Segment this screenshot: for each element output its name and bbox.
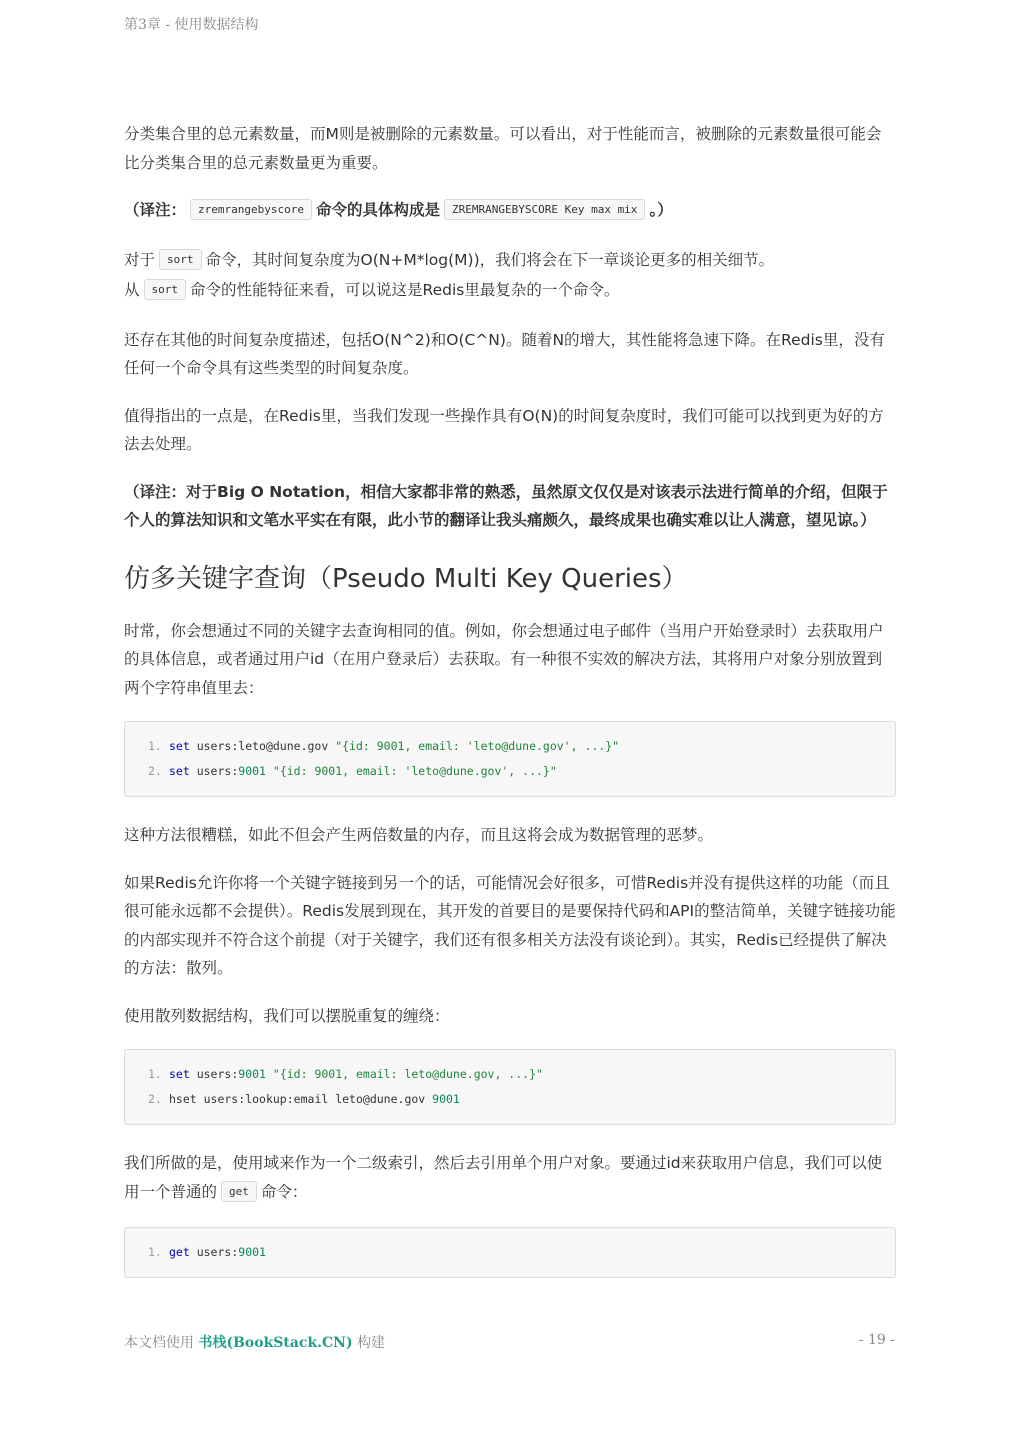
inline-code-sort: sort xyxy=(159,249,202,270)
code-separator: : xyxy=(286,1092,294,1106)
code-block-get-user xyxy=(124,1227,896,1278)
footer-suffix: 构建 xyxy=(357,1335,386,1351)
paragraph-sort-complexity xyxy=(124,246,896,307)
note-text: （译注： xyxy=(124,201,187,219)
code-text: users xyxy=(189,1245,232,1259)
code-keyword: set xyxy=(169,739,190,753)
translator-note-zremrangebyscore xyxy=(124,196,896,227)
paragraph-hash-solution: 使用散列数据结构，我们可以摆脱重复的缠绕： xyxy=(124,1006,450,1025)
code-separator: : xyxy=(238,1092,246,1106)
code-text: leto@dune.gov xyxy=(238,739,336,753)
code-string: "{id: 9001, email: 'leto@dune.gov', ...}" xyxy=(272,764,557,778)
inline-code-zremrangebyscore-syntax: ZREMRANGEBYSCORE Key max mix xyxy=(444,199,645,220)
code-line xyxy=(125,759,895,784)
code-text: users xyxy=(189,1067,232,1081)
page-number: - 19 - xyxy=(858,1332,895,1348)
code-line xyxy=(125,734,895,759)
line-number: 1. xyxy=(148,1245,162,1259)
code-text xyxy=(266,1067,273,1081)
code-keyword: set xyxy=(169,1067,190,1081)
code-separator: : xyxy=(231,739,239,753)
paragraph-bad-approach: 这种方法很糟糕，如此不但会产生两倍数量的内存，而且这将会成为数据管理的恶梦。 xyxy=(124,826,714,844)
code-keyword: set xyxy=(169,764,190,778)
code-string: "{id: 9001, email: leto@dune.gov, ...}" xyxy=(272,1067,543,1081)
code-string: "{id: 9001, email: 'leto@dune.gov', ...}" xyxy=(335,739,620,753)
inline-code-zremrangebyscore: zremrangebyscore xyxy=(190,199,312,220)
code-line xyxy=(125,1062,895,1087)
line-number: 2. xyxy=(148,764,162,778)
paragraph-on-complexity: 值得指出的一点是，在Redis里，当我们发现一些操作具有O(N)的时间复杂度时，我们可能可以找到更为好的方法去处理。 xyxy=(124,406,884,453)
translator-note-big-o: （译注：对于Big O Notation，相信大家都非常的熟悉，虽然原文仅仅是对该表示法进行简单的介绍，但限于个人的算法知识和文笔水平实在有限，此小节的翻译让我头痛颇久，最终成果也确实难以让人满意，望见谅。） xyxy=(124,482,888,529)
code-separator: : xyxy=(231,1245,239,1259)
code-separator: : xyxy=(231,764,239,778)
paragraph-key-linking: 如果Redis允许你将一个关键字链接到另一个的话，可能情况会好很多，可惜Redis并没有提供这样的功能（而且很可能永远都不会提供）。Redis发展到现在，其开发的首要目的是要保持代码和API的整洁简单，关键字链接功能的内部实现并不符合这个前提（对于关键字，我们还有很多相关方法没有谈论到）。其实，Redis已经提供了解决的方法：散列。 xyxy=(124,873,896,977)
footer-brand-link[interactable]: 书栈(BookStack.CN) xyxy=(198,1335,353,1351)
text-span: 命令： xyxy=(260,1182,308,1201)
code-text xyxy=(266,764,273,778)
line-number: 1. xyxy=(148,739,162,753)
code-separator: : xyxy=(231,1067,239,1081)
footer-prefix: 本文档使用 xyxy=(124,1335,194,1351)
page-content xyxy=(124,120,896,1302)
text-span: 从 xyxy=(124,281,140,299)
paragraph-multi-key-intro: 时常，你会想通过不同的关键字去查询相同的值。例如，你会想通过电子邮件（当用户开始登录时）去获取用户的具体信息，或者通过用户id（在用户登录后）去获取。有一种很不实效的解决方法，其将用户对象分别放置到两个字符串值里去： xyxy=(124,621,884,697)
code-text: lookup xyxy=(245,1092,287,1106)
code-text: email leto@dune.gov xyxy=(293,1092,433,1106)
code-line xyxy=(125,1240,895,1265)
note-text: 命令的具体构成是 xyxy=(315,201,440,219)
code-text: hset users xyxy=(169,1092,239,1106)
page-footer xyxy=(124,1332,895,1352)
text-span: 对于 xyxy=(124,250,156,269)
code-text: users xyxy=(189,764,232,778)
line-number: 2. xyxy=(148,1092,162,1106)
line-number: 1. xyxy=(148,1067,162,1081)
inline-code-get: get xyxy=(221,1181,257,1202)
code-number: 9001 xyxy=(238,764,266,778)
text-span: 命令，其时间复杂度为O(N+M*log(M))，我们将会在下一章谈论更多的相关细节。 xyxy=(205,250,775,269)
code-keyword: get xyxy=(169,1245,190,1259)
code-text: users xyxy=(189,739,232,753)
code-block-hash-lookup xyxy=(124,1049,896,1125)
code-line xyxy=(125,1087,895,1112)
code-number: 9001 xyxy=(432,1092,460,1106)
paragraph-complexity-intro: 分类集合里的总元素数量，而M则是被删除的元素数量。可以看出，对于性能而言，被删除的元素数量很可能会比分类集合里的总元素数量更为重要。 xyxy=(124,125,882,172)
code-number: 9001 xyxy=(238,1067,266,1081)
running-head: 第3章 - 使用数据结构 xyxy=(124,17,259,33)
text-span: 我们所做的是，使用域来作为一个二级索引，然后去引用单个用户对象。要通过id来获取用户信息，我们可以使用一个普通的 xyxy=(124,1154,883,1201)
text-span: 命令的性能特征来看，可以说这是Redis里最复杂的一个命令。 xyxy=(190,281,620,299)
paragraph-get-by-id xyxy=(124,1149,896,1208)
section-title: 仿多关键字查询（Pseudo Multi Key Queries） xyxy=(124,563,688,594)
note-text: 。） xyxy=(649,201,673,219)
code-block-string-values xyxy=(124,721,896,797)
paragraph-other-complexities: 还存在其他的时间复杂度描述，包括O(N^2)和O(C^N)。随着N的增大，其性能将急速下降。在Redis里，没有任何一个命令具有这些类型的时间复杂度。 xyxy=(124,330,885,377)
inline-code-sort: sort xyxy=(144,279,187,300)
code-number: 9001 xyxy=(238,1245,266,1259)
